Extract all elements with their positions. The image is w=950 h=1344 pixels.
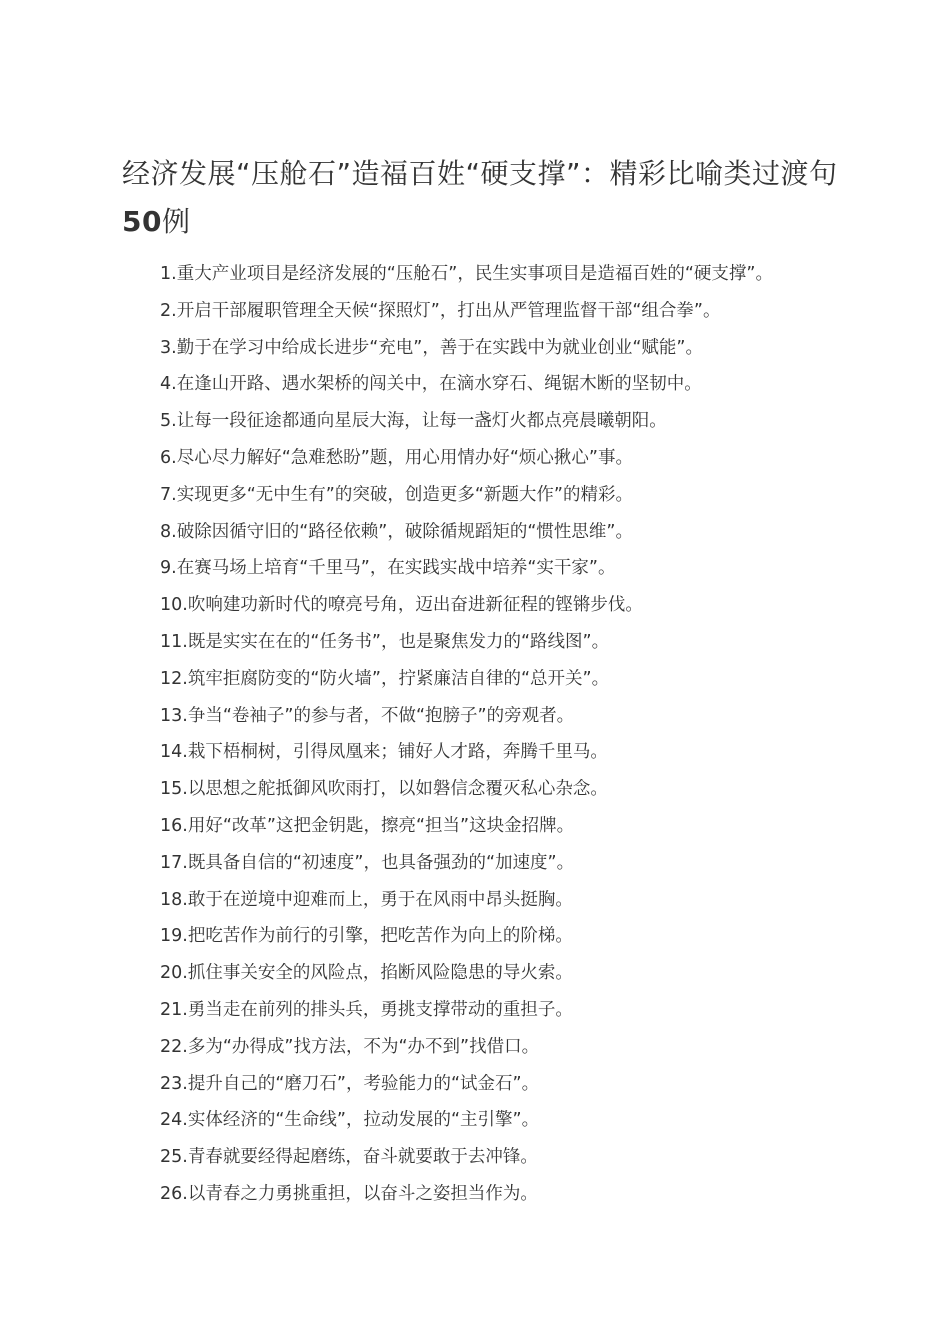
list-item: 26.以青春之力勇挑重担，以奋斗之姿担当作为。	[160, 1183, 538, 1204]
title-number: 50	[122, 205, 162, 238]
list-item: 6.尽心尽力解好“急难愁盼”题，用心用情办好“烦心揪心”事。	[160, 447, 633, 468]
list-item: 24.实体经济的“生命线”，拉动发展的“主引擎”。	[160, 1110, 540, 1131]
document-title	[122, 150, 842, 246]
title-suffix: 例	[161, 205, 191, 238]
list-item: 3.勤于在学习中给成长进步“充电”，善于在实践中为就业创业“赋能”。	[160, 337, 703, 358]
list-item: 23.提升自己的“磨刀石”，考验能力的“试金石”。	[160, 1073, 540, 1094]
list-item: 4.在逢山开路、遇水架桥的闯关中，在滴水穿石、绳锯木断的坚韧中。	[160, 374, 702, 395]
list-item: 8.破除因循守旧的“路径依赖”，破除循规蹈矩的“惯性思维”。	[160, 521, 633, 542]
list-item: 19.把吃苦作为前行的引擎，把吃苦作为向上的阶梯。	[160, 926, 573, 947]
sentence-list	[160, 256, 880, 1213]
list-item: 5.让每一段征途都通向星辰大海，让每一盏灯火都点亮晨曦朝阳。	[160, 411, 667, 432]
list-item: 21.勇当走在前列的排头兵，勇挑支撑带动的重担子。	[160, 999, 573, 1020]
list-item: 25.青春就要经得起磨练，奋斗就要敢于去冲锋。	[160, 1147, 538, 1168]
list-item: 9.在赛马场上培育“千里马”，在实践实战中培养“实干家”。	[160, 558, 616, 579]
list-item: 18.敢于在逆境中迎难而上，勇于在风雨中昂头挺胸。	[160, 889, 573, 910]
list-item: 22.多为“办得成”找方法，不为“办不到”找借口。	[160, 1036, 540, 1057]
list-item: 7.实现更多“无中生有”的突破，创造更多“新题大作”的精彩。	[160, 484, 633, 505]
list-item: 11.既是实实在在的“任务书”，也是聚焦发力的“路线图”。	[160, 631, 610, 652]
list-item: 20.抓住事关安全的风险点，掐断风险隐患的导火索。	[160, 963, 573, 984]
list-item: 1.重大产业项目是经济发展的“压舱石”，民生实事项目是造福百姓的“硬支撑”。	[160, 264, 773, 284]
list-item: 16.用好“改革”这把金钥匙，擦亮“担当”这块金招牌。	[160, 815, 575, 836]
list-item: 13.争当“卷袖子”的参与者，不做“抱膀子”的旁观者。	[160, 705, 575, 726]
list-item: 10.吹响建功新时代的嘹亮号角，迈出奋进新征程的铿锵步伐。	[160, 595, 643, 616]
title-text: 经济发展“压舱石”造福百姓“硬支撑”：精彩比喻类过渡句	[122, 157, 838, 190]
list-item: 17.既具备自信的“初速度”，也具备强劲的“加速度”。	[160, 852, 575, 873]
list-item: 15.以思想之舵抵御风吹雨打，以如磐信念覆灭私心杂念。	[160, 779, 608, 800]
list-item: 12.筑牢拒腐防变的“防火墙”，拧紧廉洁自律的“总开关”。	[160, 668, 610, 689]
list-item: 2.开启干部履职管理全天候“探照灯”，打出从严管理监督干部“组合拳”。	[160, 300, 721, 321]
list-item: 14.栽下梧桐树，引得凤凰来；铺好人才路，奔腾千里马。	[160, 742, 608, 763]
